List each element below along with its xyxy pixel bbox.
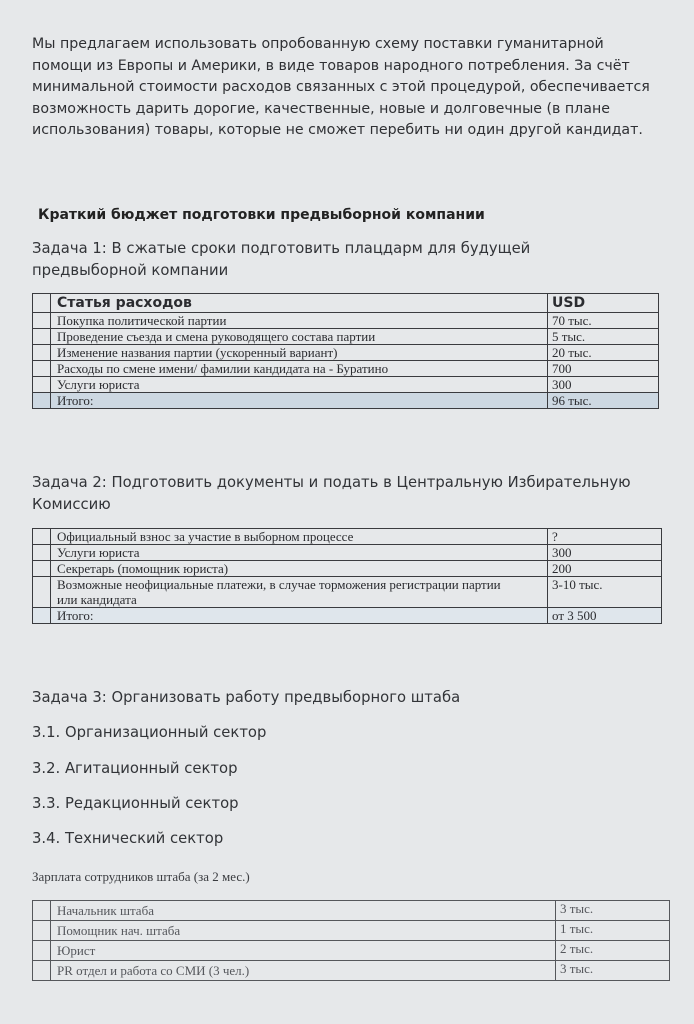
table-row bbox=[33, 561, 662, 577]
table-header-row bbox=[33, 294, 659, 313]
row-value: 20 тыс. bbox=[548, 345, 659, 361]
row-value: 70 тыс. bbox=[548, 313, 659, 329]
sector-editorial: 3.3. Редакционный сектор bbox=[32, 795, 239, 812]
row-item: Возможные неофициальные платежи, в случае торможения регистрации партии или кандидата bbox=[51, 577, 548, 608]
total-label: Итого: bbox=[51, 393, 548, 409]
row-value: 1 тыс. bbox=[556, 921, 670, 941]
sector-organizational: 3.1. Организационный сектор bbox=[32, 724, 267, 741]
row-value: 2 тыс. bbox=[556, 941, 670, 961]
row-item: Покупка политической партии bbox=[51, 313, 548, 329]
header-value: USD bbox=[548, 294, 659, 313]
row-value: 3 тыс. bbox=[556, 961, 670, 981]
row-value: 300 bbox=[548, 377, 659, 393]
table-total-row bbox=[33, 608, 662, 624]
task1-table bbox=[32, 293, 659, 409]
task2-title: Задача 2: Подготовить документы и подать в Центральную Избирательную Комиссию bbox=[32, 474, 631, 513]
table-row bbox=[33, 529, 662, 545]
total-value: от 3 500 bbox=[548, 608, 662, 624]
section-title: Краткий бюджет подготовки предвыборной компании bbox=[38, 207, 485, 223]
task2-table bbox=[32, 528, 662, 624]
table-total-row bbox=[33, 393, 659, 409]
row-value: 200 bbox=[548, 561, 662, 577]
sector-agitation: 3.2. Агитационный сектор bbox=[32, 760, 238, 777]
total-label: Итого: bbox=[51, 608, 548, 624]
row-item: Официальный взнос за участие в выборном процессе bbox=[51, 529, 548, 545]
table-row bbox=[33, 961, 670, 981]
intro-paragraph: Мы предлагаем использовать опробованную схему поставки гуманитарной помощи из Европы и Америки, в виде товаров народного потребления. За счёт минимальной стоимости расходов связанных с этой процедурой, обеспечивается возможность дарить дорогие, качественные, новые и долговечные (в плане использования) товары, которые не сможет перебить ни один другой кандидат. bbox=[32, 36, 650, 138]
table-row bbox=[33, 577, 662, 608]
row-item: Услуги юриста bbox=[51, 377, 548, 393]
table-row bbox=[33, 901, 670, 921]
salary-table bbox=[32, 900, 670, 981]
row-value: 300 bbox=[548, 545, 662, 561]
table-row bbox=[33, 329, 659, 345]
table-row bbox=[33, 921, 670, 941]
row-value: 5 тыс. bbox=[548, 329, 659, 345]
row-item: Расходы по смене имени/ фамилии кандидата на - Буратино bbox=[51, 361, 548, 377]
task1-title: Задача 1: В сжатые сроки подготовить плацдарм для будущей предвыборной компании bbox=[32, 240, 531, 279]
row-item: PR отдел и работа со СМИ (3 чел.) bbox=[51, 961, 556, 981]
row-value: 3-10 тыс. bbox=[548, 577, 662, 608]
row-value: 3 тыс. bbox=[556, 901, 670, 921]
table-row bbox=[33, 361, 659, 377]
row-item: Секретарь (помощник юриста) bbox=[51, 561, 548, 577]
salary-caption: Зарплата сотрудников штаба (за 2 мес.) bbox=[32, 869, 250, 884]
row-item: Начальник штаба bbox=[51, 901, 556, 921]
table-row bbox=[33, 545, 662, 561]
table-row bbox=[33, 941, 670, 961]
row-item: Юрист bbox=[51, 941, 556, 961]
row-item: Изменение названия партии (ускоренный вариант) bbox=[51, 345, 548, 361]
table-row bbox=[33, 313, 659, 329]
row-item: Услуги юриста bbox=[51, 545, 548, 561]
header-item: Статья расходов bbox=[51, 294, 548, 313]
sector-technical: 3.4. Технический сектор bbox=[32, 830, 224, 847]
table-row bbox=[33, 345, 659, 361]
row-item: Помощник нач. штаба bbox=[51, 921, 556, 941]
task3-title: Задача 3: Организовать работу предвыборного штаба bbox=[32, 689, 461, 706]
row-item: Проведение съезда и смена руководящего состава партии bbox=[51, 329, 548, 345]
total-value: 96 тыс. bbox=[548, 393, 659, 409]
table-row bbox=[33, 377, 659, 393]
row-value: 700 bbox=[548, 361, 659, 377]
row-value: ? bbox=[548, 529, 662, 545]
